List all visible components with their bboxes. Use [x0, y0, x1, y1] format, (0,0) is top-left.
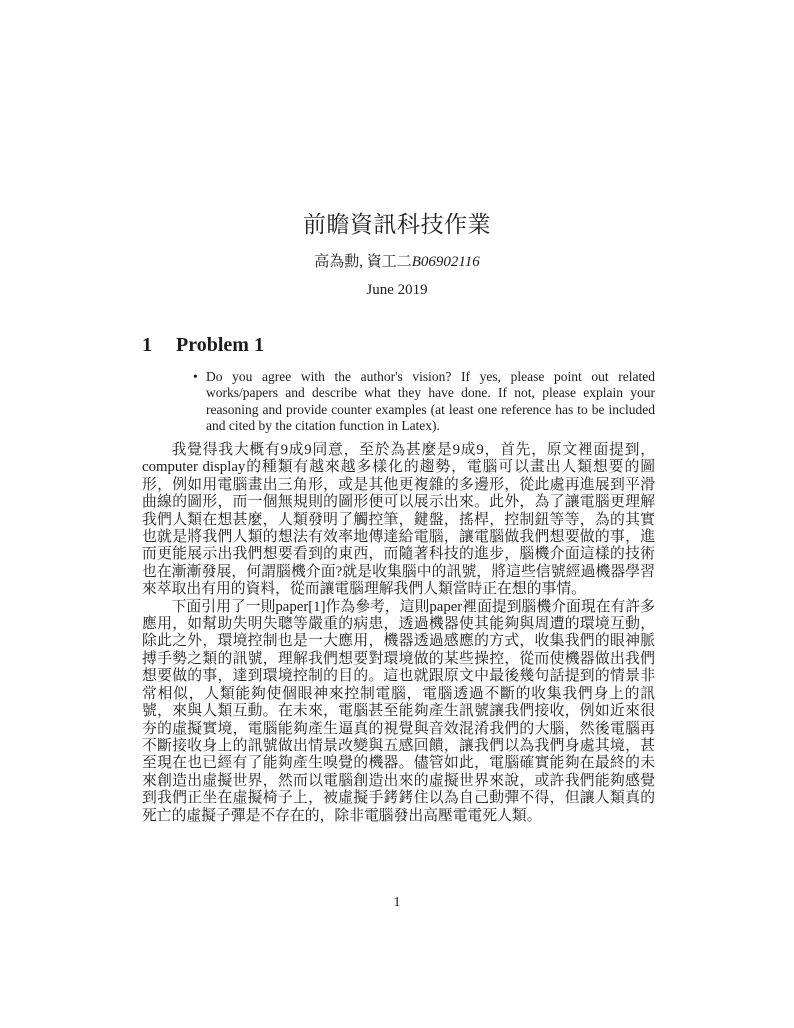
paragraph-1: 我覺得我大概有9成9同意，至於為甚麼是9成9，首先，原文裡面提到，computer display的種類有越來越多樣化的趨勢，電腦可以畫出人類想要的圖形，例如用電腦畫出三角形，或是其他更複雜的多邊形，從此處再進展到平滑曲線的圖形，而一個無規則的圖形便可以展示出來。此外，為了讓電腦更理解我們人類在想甚麼，人類發明了觸控筆，鍵盤，搖桿，控制鈕等等，為的其實也就是將我們人類的想法有效率地傳達給電腦，讓電腦做我們想要做的事，進而更能展示出我們想要看到的東西，而隨著科技的進步，腦機介面這樣的技術也在漸漸發展，何謂腦機介面?就是收集腦中的訊號，將這些信號經過機器學習來萃取出有用的資料，從而讓電腦理解我們人類當時正在想的事情。 [142, 442, 655, 598]
author-name: 高為勳, 資工二 [314, 254, 412, 270]
author-student-id: B06902116 [411, 254, 480, 270]
document-title: 前瞻資訊科技作業 [303, 212, 491, 237]
page-number: 1 [393, 895, 401, 910]
author-line [0, 250, 794, 271]
bullet-item [193, 369, 655, 434]
paragraph-2: 下面引用了一則paper[1]作為參考，這則paper裡面提到腦機介面現在有許多應用，如幫助失明失聰等嚴重的病患，透過機器使其能夠與周遭的環境互動，除此之外，環境控制也是一大應用，機器透過感應的方式，收集我們的眼神脈搏手勢之類的訊號，理解我們想要對環境做的某些操控，從而使機器做出我們想要做的事，達到環境控制的目的。這也就跟原文中最後幾句話提到的情景非常相似，人類能夠使個眼神來控制電腦，電腦透過不斷的收集我們身上的訊號，來與人類互動。在未來，電腦甚至能夠產生訊號讓我們接收，例如近來很夯的虛擬實境，電腦能夠產生逼真的視覺與音效混淆我們的大腦，然後電腦再不斷接收身上的訊號做出情景改變與五感回饋，讓我們以為我們身處其境，甚至現在也已經有了能夠產生嗅覺的機器。儘管如此，電腦確實能夠在最終的未來創造出虛擬世界，然而以電腦創造出來的虛擬世界來說，或許我們能夠感覺到我們正坐在虛擬椅子上，被虛擬手銬銬住以為自己動彈不得，但讓人類真的死亡的虛擬子彈是不存在的，除非電腦發出高壓電電死人類。 [142, 598, 655, 824]
bullet-marker-icon: • [193, 369, 198, 384]
section-heading [142, 334, 655, 357]
date-line: June 2019 [366, 282, 428, 298]
section-title: Problem 1 [176, 334, 264, 356]
bullet-text: Do you agree with the author's vision? If yes, please point out related works/papers and describe what they have done. If not, please explain your reasoning and provide counter examples (at least one reference has to be included and cited by the citation function in Latex). [206, 369, 655, 433]
body-text [142, 442, 655, 825]
section-number: 1 [142, 334, 152, 356]
